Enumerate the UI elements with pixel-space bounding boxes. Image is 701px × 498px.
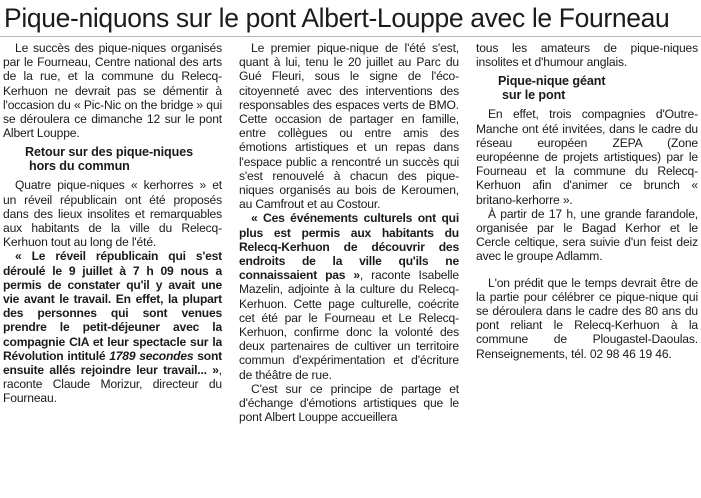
paragraph-premier-pique-nique: Le premier pique-nique de l'été s'est, quant à lui, tenu le 20 juillet au Parc du Gué Fleuri, sous le signe de l'éco-citoyenneté avec des interventions des responsables des espaces verts de BMO. Cette occasion de partager en famille, entre collègues ou entre amis des émotions artistiques et un repas dans l'espace public a rencontré un succès qui s'est renouvelé à chacun des pique-niques organisés au bois de Keroumen, au Camfrout et au Costour. xyxy=(239,41,459,212)
subheading-retour-line1: Retour sur des pique-niques xyxy=(25,145,194,160)
quote-paragraph-morizur xyxy=(3,249,222,405)
quote-mazelin-rest: , raconte Isabelle Mazelin, adjointe à la culture du Relecq-Kerhuon. Cette page culturelle, coécrite cet été par le Fourneau et Le Relecq-Kerhuon, confirme donc la volonté des deux partenaires de cultiver un territoire commun d'expérimentation et d'écriture de théâtre de rue. xyxy=(239,268,459,382)
headline-divider xyxy=(0,36,701,37)
paragraph-farandole: À partir de 17 h, une grande farandole, organisée par le Bagad Kerhor et le Cercle celtique, sera suivie d'un feist deiz avec le groupe Adlamm. xyxy=(476,206,698,264)
paragraph-temps-renseignements: L'on prédit que le temps devrait être de la partie pour célébrer ce pique-nique qui se déroulera dans le cadre des 80 ans du pont reliant le Relecq-Kerhuon à la commune de Plougastel-Daoulas. Renseignements, tél. 02 98 46 19 46. xyxy=(476,275,698,361)
paragraph-principe-partage: C'est sur ce principe de partage et d'échange d'émotions artistiques que le pont Albert Louppe accueillera xyxy=(239,381,459,425)
intro-paragraph: Le succès des pique-niques organisés par le Fourneau, Centre national des arts de la rue, et la commune du Relecq-Kerhuon ne devrait pas se démentir à l'occasion du « Pic-Nic on the bridge » qui se déroulera ce dimanche 12 sur le pont Albert Louppe. xyxy=(3,41,222,141)
article-column-1 xyxy=(3,41,222,498)
quote-morizur-attribution: , raconte Claude Morizur, directeur du Fourneau. xyxy=(3,363,222,406)
subheading-geant-line1: Pique-nique géant xyxy=(498,74,606,89)
paragraph-compagnies-outre-manche: En effet, trois compagnies d'Outre-Manche ont été invitées, dans le cadre du réseau européen ZEPA (Zone européenne de projets artistiques) par le Fourneau et la commune du Relecq-Kerhuon afin d'animer ce brunch « britano-kerhorre ». xyxy=(476,107,698,207)
quote-paragraph-mazelin xyxy=(239,211,459,381)
paragraph-gap xyxy=(476,264,698,276)
article-column-2 xyxy=(239,41,459,498)
paragraph-quatre-pique-niques: Quatre pique-niques « kerhorres » et un réveil républicain ont été proposés dans des lieux insolites et remarquables aux habitants de la ville du Relecq-Kerhuon tout au long de l'été. xyxy=(3,178,222,250)
subheading-pique-nique-geant xyxy=(498,74,698,102)
subheading-geant-line2: sur le pont xyxy=(502,88,566,103)
article-column-3 xyxy=(476,41,698,498)
quote-mazelin-bold: « Ces événements culturels ont qui plus est permis aux habitants du Relecq-Kerhuon de découvrir des endroits de la ville qu'ils ne connaissaient pas » xyxy=(239,211,459,283)
article-headline: Pique-niquons sur le pont Albert-Louppe avec le Fourneau xyxy=(4,3,670,33)
paragraph-amateurs-continuation: tous les amateurs de pique-niques insolites et d'humour anglais. xyxy=(476,41,698,70)
quote-morizur-bold-close: sont ensuite allés rejoindre leur travail... » xyxy=(3,348,222,378)
subheading-retour-line2: hors du commun xyxy=(29,159,130,174)
subheading-retour xyxy=(25,145,222,173)
quote-morizur-italic-title: 1789 secondes xyxy=(109,348,194,363)
quote-morizur-bold-open: « Le réveil républicain qui s'est déroulé le 9 juillet à 7 h 09 nous a permis de constater qu'il y avait une vie avant le travail. En effet, la plupart des personnes qui sont venues prendre le petit-déjeuner avec la compagnie CIA et leur spectacle sur la Révolution intitulé xyxy=(3,249,222,363)
